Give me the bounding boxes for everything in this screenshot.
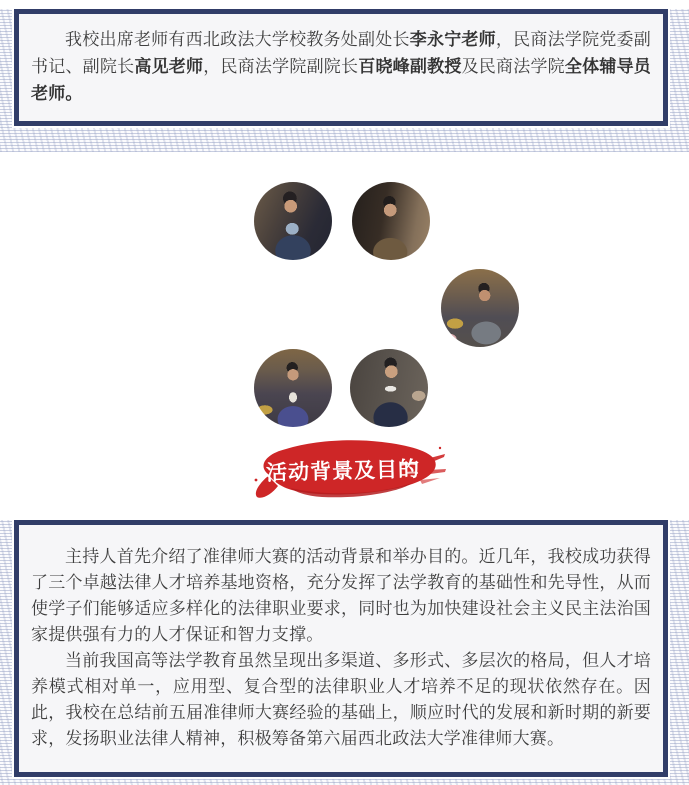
intro-framed-box — [14, 9, 668, 126]
audience-photo-top-right — [352, 182, 430, 260]
audience-photo-top-left — [254, 182, 332, 260]
intro-section — [0, 9, 689, 152]
section-title-banner — [250, 436, 446, 502]
text-segment: ，民商法学院副院长 — [203, 57, 359, 76]
audience-photo-bottom-left — [254, 349, 332, 427]
background-section — [0, 520, 689, 785]
audience-photo-bottom-right — [350, 349, 428, 427]
text-segment: 及民商法学院 — [461, 57, 565, 76]
highlighted-name: 百晓峰副教授 — [358, 57, 462, 76]
audience-photo-mid-right — [441, 269, 519, 347]
background-paragraph-1: 主持人首先介绍了准律师大赛的活动背景和举办目的。近几年，我校成功获得了三个卓越法律人才培养基地资格，充分发挥了法学教育的基础性和先导性，从而使学子们能够适应多样化的法律职业要求，同时也为加快建设社会主义民主法治国家提供强有力的人才保证和智力支撑。 — [31, 547, 651, 644]
section-title-label: 活动背景及目的 — [265, 457, 421, 486]
photo-collage — [0, 152, 689, 510]
text-segment: 我校出席老师有西北政法大学校教务处副处长 — [65, 30, 410, 49]
intro-paragraph — [31, 26, 651, 107]
highlighted-name: 全体辅导员老师。 — [31, 57, 652, 103]
audience-photo-mid-left — [163, 268, 241, 346]
background-paragraph-2: 当前我国高等法学教育虽然呈现出多渠道、多形式、多层次的格局，但人才培养模式相对单一，应用型、复合型的法律职业人才培养不足的现状依然存在。因此，我校在总结前五届准律师大赛经验的基础上，顺应时代的发展和新时期的新要求，发扬职业法律人精神，积极筹备第六届西北政法大学准律师大赛。 — [31, 651, 651, 748]
background-framed-box — [14, 520, 668, 777]
text-segment: ，民商法学院党委副书记、副院长 — [31, 30, 651, 76]
highlighted-name: 李永宁老师 — [409, 30, 496, 49]
highlighted-name: 高见老师 — [134, 57, 204, 76]
